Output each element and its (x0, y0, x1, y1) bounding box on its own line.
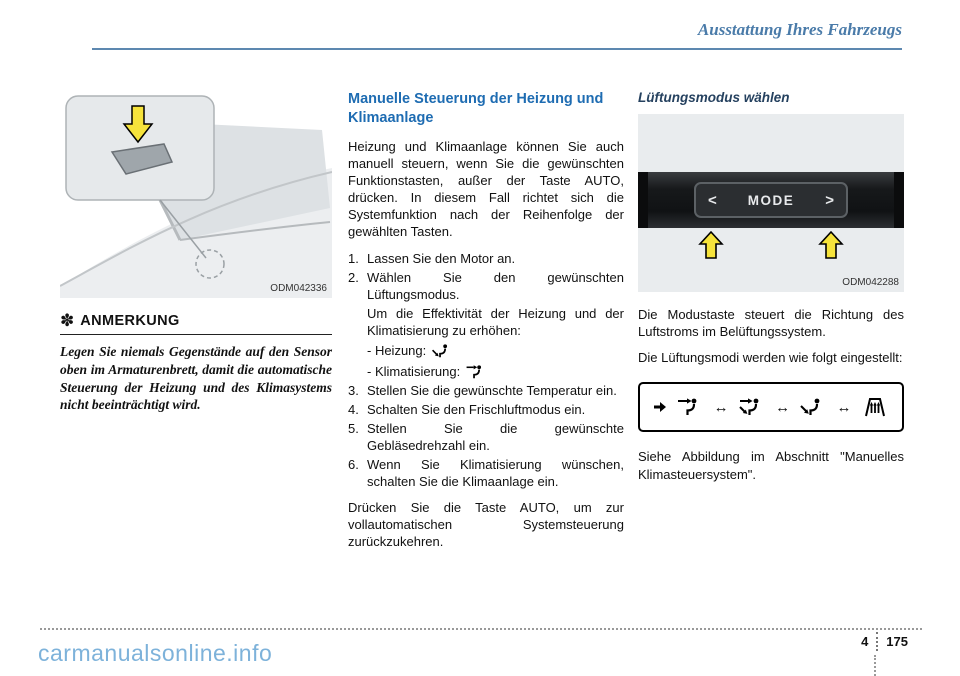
step-number: 5. (348, 421, 359, 436)
yellow-up-arrow-icon (698, 230, 724, 260)
face-vent-icon (465, 363, 487, 381)
watermark-text: carmanualsonline.info (38, 640, 273, 666)
note-title: ANMERKUNG (80, 312, 180, 329)
mode-button-label: MODE (747, 192, 795, 208)
figure-code-label: ODM042288 (842, 277, 899, 288)
bullet-label: - Heizung: (367, 343, 427, 359)
header-rule (92, 48, 902, 50)
list-item (367, 341, 624, 361)
step-number: 2. (348, 269, 359, 285)
floor-vent-icon (431, 342, 453, 360)
bullet-label: - Klimatisierung: (367, 363, 461, 379)
step-text: Wählen Sie den gewünschten Lüftungsmodus. (367, 269, 624, 302)
step-text: Stellen Sie die gewünschte Temperatur ein. (367, 382, 617, 398)
panel-end-cap (638, 172, 648, 228)
step-subtext: Um die Effektivität der Heizung und der Klimatisierung zu erhöhen: (367, 306, 624, 339)
subsection-heading: Lüftungsmodus wählen (638, 90, 790, 105)
vent-mode-cycle-diagram (638, 382, 904, 432)
list-item (348, 401, 624, 418)
step-text: Schalten Sie den Frischluftmodus ein. (367, 401, 586, 417)
mode-paragraph-1: Die Modustaste steuert die Richtung des Luftstroms im Belüftungssystem. (638, 307, 904, 340)
list-item (348, 269, 624, 303)
page-number-tail-divider (874, 655, 876, 676)
note-header (60, 312, 332, 335)
figure-code-label: ODM042336 (270, 283, 327, 294)
outro-paragraph: Drücken Sie die Taste AUTO, um zur vollautomatischen Systemsteuerung zurückzukehren. (348, 499, 624, 549)
steps-list (348, 250, 624, 491)
dashboard-sensor-figure (60, 90, 332, 298)
cycle-start-arrow-icon (653, 400, 667, 414)
see-also-caption: Siehe Abbildung im Abschnitt "Manuelles Klimasteuersystem". (638, 449, 904, 482)
step-number: 3. (348, 382, 359, 398)
mode-button-figure (638, 114, 904, 292)
middle-column (348, 90, 624, 559)
chevron-left-icon: < (708, 191, 717, 209)
page-number-value: 175 (876, 632, 908, 651)
page-header-title: Ausstattung Ihres Fahrzeugs (697, 20, 902, 39)
defrost-icon (861, 396, 889, 418)
double-arrow-icon: ↔ (775, 398, 791, 416)
chevron-right-icon: > (825, 191, 834, 209)
right-column (638, 90, 904, 492)
step-number: 1. (348, 250, 359, 266)
list-item (367, 362, 624, 382)
step-text: Lassen Sie den Motor an. (367, 250, 516, 266)
list-item (348, 456, 624, 490)
step-number: 6. (348, 457, 359, 473)
list-item (348, 250, 624, 267)
page-number (861, 632, 908, 651)
mode-button (694, 182, 848, 218)
step-text: Wenn Sie Klimatisierung wünschen, schalten Sie die Klimaanlage ein. (367, 457, 624, 490)
list-item (348, 420, 624, 454)
footer-divider (40, 628, 922, 630)
floor-vent-icon (799, 396, 827, 418)
asterisk-icon: ✽ (60, 311, 75, 330)
bilevel-vent-icon (738, 396, 766, 418)
list-item (348, 382, 624, 399)
face-vent-icon (676, 396, 704, 418)
double-arrow-icon: ↔ (836, 398, 852, 416)
note-body: Legen Sie niemals Gegenstände auf den Sensor oben im Armaturenbrett, damit die automatische Steuerung der Heizung und des Klimasystems nicht beeinträchtigt wird. (60, 344, 332, 413)
intro-paragraph: Heizung und Klimaanlage können Sie auch manuell steuern, wenn Sie die gewünschten Funktionstasten, außer der Taste AUTO, drücken. In diesem Fall richtet sich die Systemfunktion nach der Reihenfolge der gewählten Tasten. (348, 138, 624, 240)
dashboard-sensor-illustration (60, 90, 332, 298)
step-number: 4. (348, 401, 359, 417)
step-text: Stellen Sie die gewünschte Gebläsedrehzahl ein. (367, 421, 624, 454)
chapter-number: 4 (861, 634, 869, 649)
left-column (60, 90, 332, 414)
double-arrow-icon: ↔ (713, 398, 729, 416)
mode-paragraph-2: Die Lüftungsmodi werden wie folgt eingestellt: (638, 350, 903, 366)
section-heading: Manuelle Steuerung der Heizung und Klimaanlage (348, 91, 604, 126)
yellow-up-arrow-icon (818, 230, 844, 260)
panel-end-cap (894, 172, 904, 228)
